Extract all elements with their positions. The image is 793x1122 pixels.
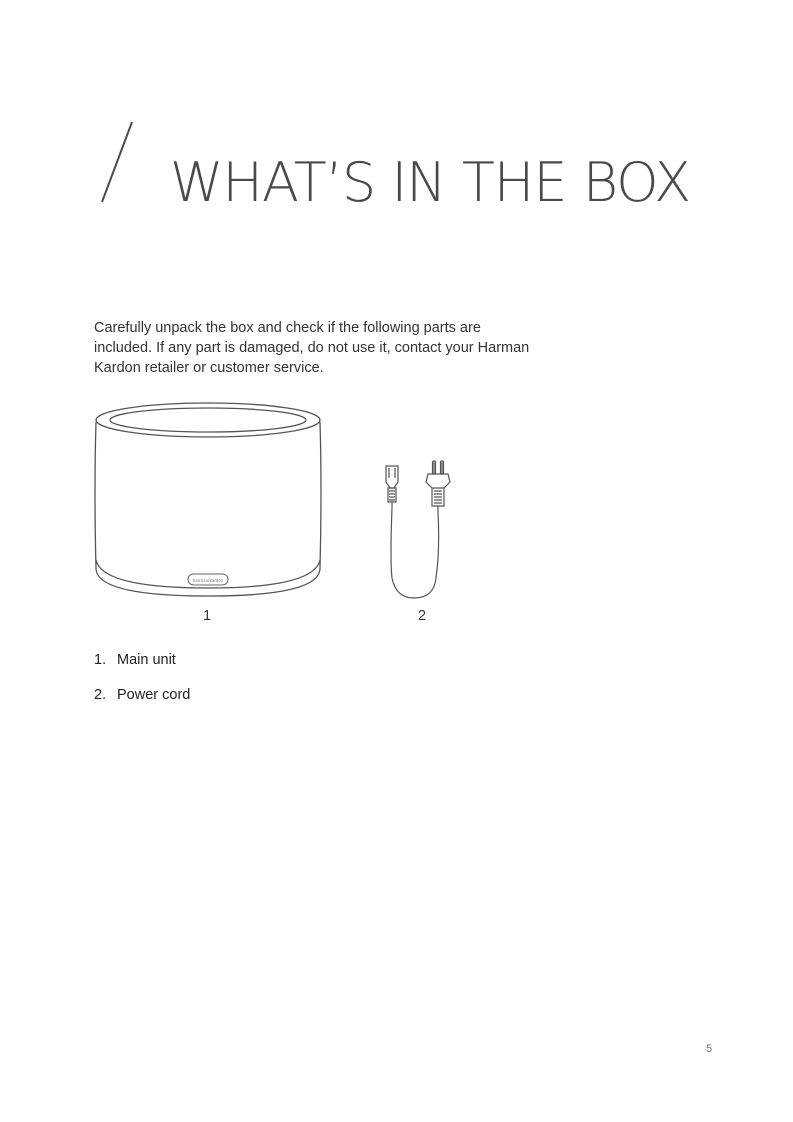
main-unit-illustration	[92, 400, 326, 602]
main-unit-number: 1	[203, 608, 212, 624]
list-item-number: 1.	[94, 652, 107, 668]
page-title: WHAT’S IN THE BOX	[170, 151, 691, 214]
parts-list	[94, 650, 190, 720]
list-item-label: Power cord	[117, 687, 191, 703]
title-slash-decoration	[96, 120, 140, 204]
power-cord-number: 2	[418, 608, 427, 624]
list-item	[94, 685, 190, 720]
intro-paragraph: Carefully unpack the box and check if the following parts are included. If any part is damaged, do not use it, contact your Harman Kardon retailer or customer service.	[94, 320, 530, 376]
power-cord-illustration	[380, 460, 470, 606]
list-item-number: 2.	[94, 687, 107, 703]
brand-logo: harman/kardon	[192, 578, 224, 583]
list-item-label: Main unit	[117, 652, 176, 668]
page-number: 5	[706, 1043, 713, 1055]
contents-illustration	[90, 398, 490, 638]
list-item	[94, 650, 190, 685]
